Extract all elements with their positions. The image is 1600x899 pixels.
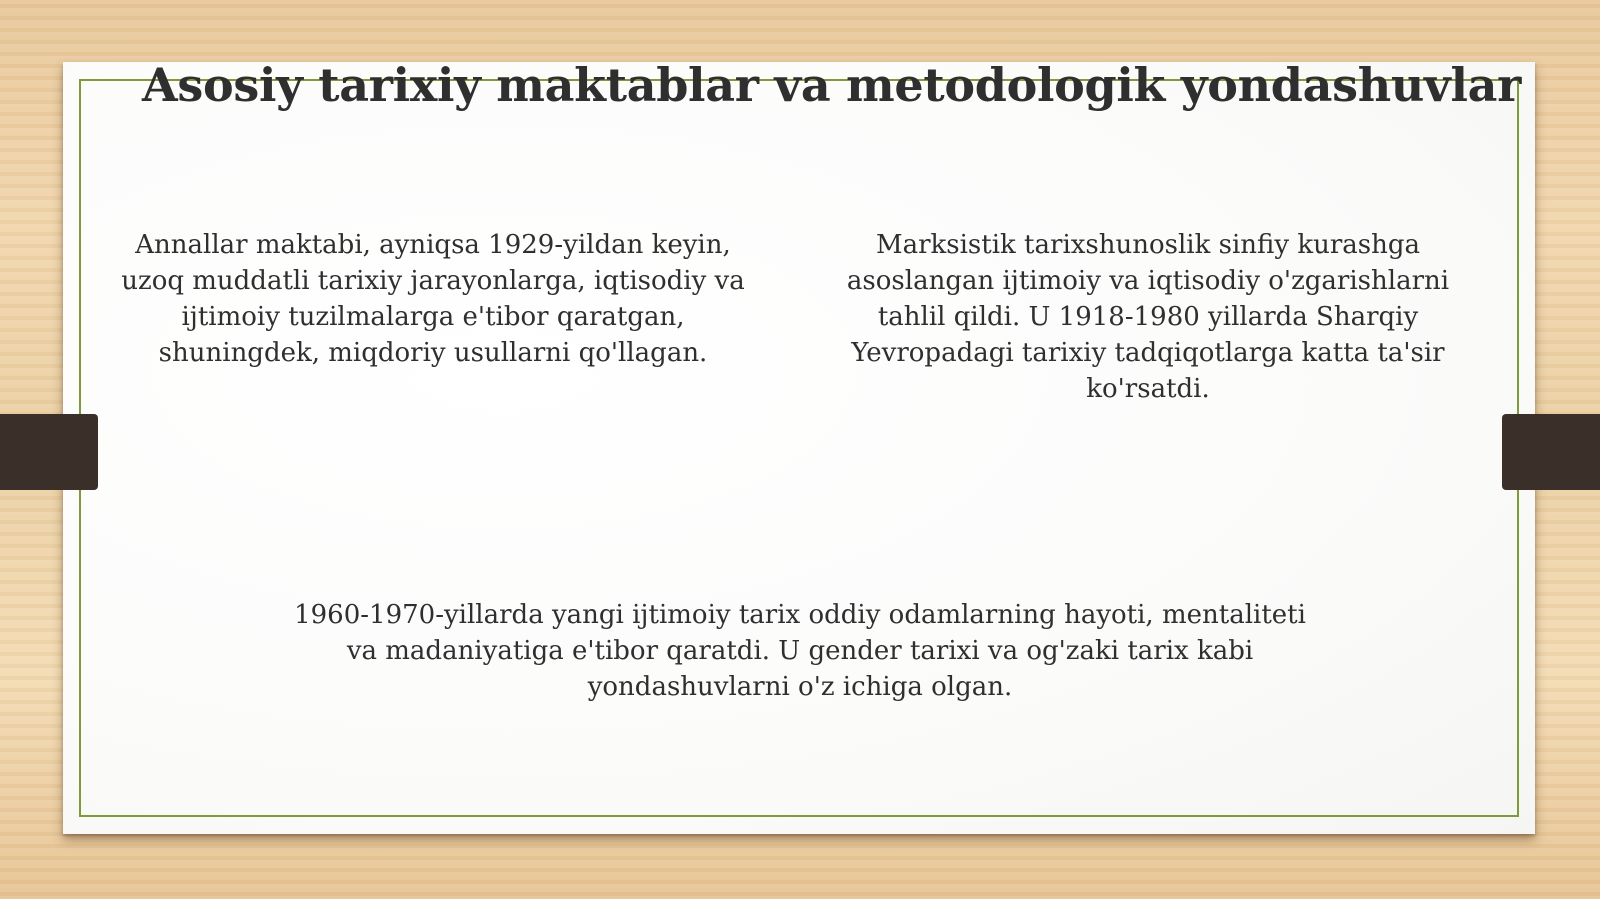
left-binder-clip bbox=[0, 414, 98, 490]
slide-frame-border bbox=[79, 79, 1519, 817]
annales-school-text: Annallar maktabi, ayniqsa 1929-yildan keyin, uzoq muddatli tarixiy jarayonlarga, iqtisodiy va ijtimoiy tuzilmalarga e'tibor qaratgan, shuningdek, miqdoriy usullarni qo'llagan. bbox=[121, 230, 745, 368]
slide-title: Asosiy tarixiy maktablar va metodologik yondashuvlar bbox=[142, 58, 1522, 112]
new-social-history-text: 1960-1970-yillarda yangi ijtimoiy tarix oddiy odamlarning hayoti, mentaliteti va madaniyatiga e'tibor qaratdi. U gender tarixi va og'zaki tarix kabi yondashuvlarni o'z ichiga olgan. bbox=[294, 600, 1306, 702]
marxist-historiography-text: Marksistik tarixshunoslik sinfiy kurashga asoslangan ijtimoiy va iqtisodiy o'zgarishlarni tahlil qildi. U 1918-1980 yillarda Sharqiy Yevropadagi tarixiy tadqiqotlarga katta ta'sir ko'rsatdi. bbox=[846, 230, 1450, 404]
right-binder-clip bbox=[1502, 414, 1600, 490]
